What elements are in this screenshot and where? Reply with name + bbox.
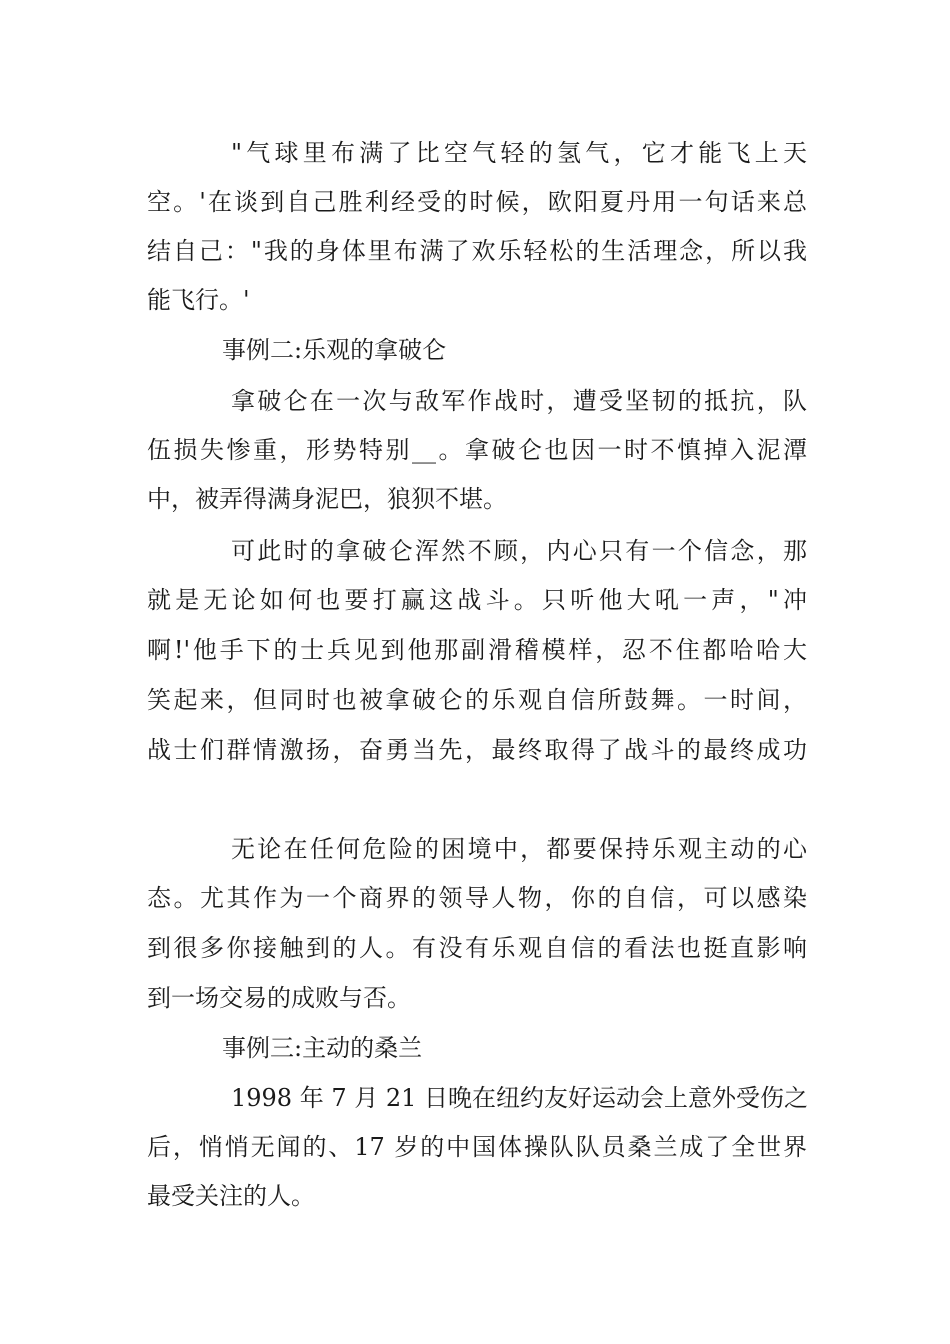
section-heading: 事例二:乐观的拿破仑 [222,336,447,364]
text-line: 结自己："我的身体里布满了欢乐轻松的生活理念，所以我 [147,237,807,265]
text-line: 啊!'他手下的士兵见到他那副滑稽模样，忍不住都哈哈大 [147,636,807,664]
text-line: 无论在任何危险的困境中，都要保持乐观主动的心 [231,835,807,863]
section-heading: 事例三:主动的桑兰 [222,1034,423,1062]
text-line: 就是无论如何也要打赢这战斗。只听他大吼一声，"冲 [147,586,807,614]
text-line: 到很多你接触到的人。有没有乐观自信的看法也挺直影响 [147,934,807,962]
text-line: 战士们群情激扬，奋勇当先，最终取得了战斗的最终成功 [147,736,807,764]
text-line: "气球里布满了比空气轻的氢气，它才能飞上天 [231,139,807,167]
text-line: 1998 年 7 月 21 日晚在纽约友好运动会上意外受伤之 [231,1084,809,1112]
text-line: 后，悄悄无闻的、17 岁的中国体操队队员桑兰成了全世界 [147,1133,807,1161]
text-line: 拿破仑在一次与敌军作战时，遭受坚韧的抵抗，队 [231,387,807,415]
text-line: 中，被弄得满身泥巴，狼狈不堪。 [147,485,507,513]
text-line: 态。尤其作为一个商界的领导人物，你的自信，可以感染 [147,884,807,912]
text-line: 空。'在谈到自己胜利经受的时候，欧阳夏丹用一句话来总 [147,188,807,216]
text-line: 到一场交易的成败与否。 [147,984,411,1012]
text-line: 笑起来，但同时也被拿破仑的乐观自信所鼓舞。一时间， [147,686,807,714]
text-line: 可此时的拿破仑浑然不顾，内心只有一个信念，那 [231,537,807,565]
text-line: 能飞行。' [147,286,250,314]
text-line: 最受关注的人。 [147,1182,315,1210]
text-line: 伍损失惨重，形势特别__。拿破仑也因一时不慎掉入泥潭 [147,436,807,464]
